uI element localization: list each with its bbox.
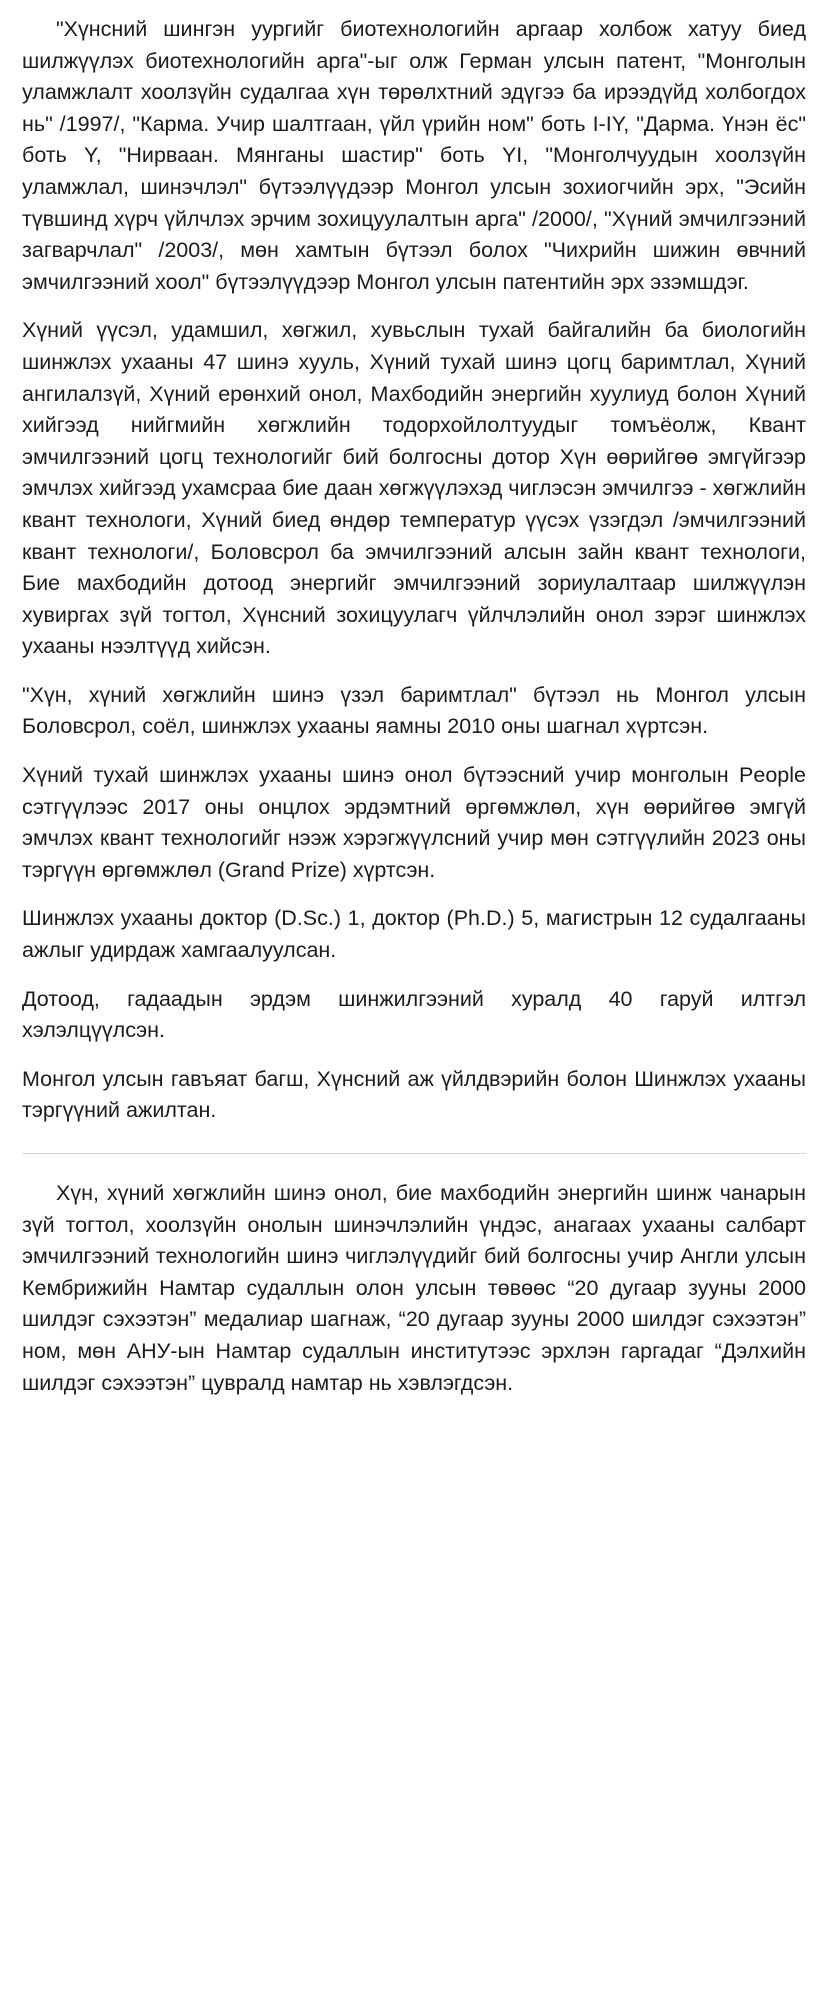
- paragraph: Хүний үүсэл, удамшил, хөгжил, хувьслын тухай байгалийн ба биологийн шинжлэх ухааны 47 шинэ хууль, Хүний тухай шинэ цогц баримтлал, Хүний ангилалзүй, Хүний ерөнхий онол, Махбодийн энергийн хуулиуд болон Хүний хийгээд нийгмийн хөгжлийн тодорхойлолтуудыг томъёолж, Квант эмчилгээний цогц технологийг бий болгосны дотор Хүн өөрийгөө эмгүйгээр эмчлэх хийгээд ухамсраа бие даан хөгжүүлэхэд чиглэсэн эмчилгээ - хөгжлийн квант технологи, Хүний биед өндөр температур үүсэх үзэгдэл /эмчилгээний квант технологи/, Боловсрол ба эмчилгээний алсын зайн квант технологи, Бие махбодийн дотоод энергийг эмчилгээний зориулалтаар шилжүүлэн хувиргах зүй тогтол, Хүнсний зохицуулагч үйлчлэлийн онол зэрэг шинжлэх ухааны нээлтүүд хийсэн.: [22, 318, 806, 659]
- paragraph: Хүний тухай шинжлэх ухааны шинэ онол бүтээсний учир монголын People сэтгүүлээс 2017 оны онцлох эрдэмтний өргөмжлөл, хүн өөрийгөө эмгүй эмчлэх квант технологийг нээж хэрэгжүүлсний учир мөн сэтгүүлийн 2023 оны тэргүүн өргөмжлөл (Grand Prize) хүртсэн.: [22, 763, 806, 882]
- section-divider: [22, 1153, 806, 1154]
- paragraph: "Хүн, хүний хөгжлийн шинэ үзэл баримтлал" бүтээл нь Монгол улсын Боловсрол, соёл, шинжлэх ухааны яамны 2010 оны шагнал хүртсэн.: [22, 682, 806, 739]
- paragraph: Дотоод, гадаадын эрдэм шинжилгээний хуралд 40 гаруй илтгэл хэлэлцүүлсэн.: [22, 986, 806, 1043]
- paragraph: Монгол улсын гавъяат багш, Хүнсний аж үйлдвэрийн болон Шинжлэх ухааны тэргүүний ажилтан.: [22, 1066, 806, 1123]
- paragraph: Хүн, хүний хөгжлийн шинэ онол, бие махбодийн энергийн шинж чанарын зүй тогтол, хоолзүйн онолын шинэчлэлийн үндэс, анагаах ухааны салбарт эмчилгээний технологийн шинэ чиглэлүүдийг бий болгосны учир Англи улсын Кембрижийн Намтар судаллын олон улсын төвөөс “20 дугаар зууны 2000 шилдэг сэхээтэн” медалиар шагнаж, “20 дугаар зууны 2000 шилдэг сэхээтэн” ном, мөн АНУ-ын Намтар судаллын институтээс эрхлэн гаргадаг “Дэлхийн шилдэг сэхээтэн” цувралд намтар нь хэвлэгдсэн.: [22, 1181, 806, 1395]
- biography-section-one: [22, 14, 806, 1127]
- biography-section-two: [22, 1178, 806, 1399]
- paragraph: "Хүнсний шингэн уургийг биотехнологийн аргаар холбож хатуу биед шилжүүлэх биотехнологийн арга"-ыг олж Герман улсын патент, "Монголын уламжлалт хоолзүйн судалгаа хүн төрөлхтний эдүгээ ба ирээдүйд холбогдох нь" /1997/, "Карма. Учир шалтгаан, үйл үрийн ном" боть I-IY, "Дарма. Үнэн ёс" боть Y, "Нирваан. Мянганы шастир" боть YI, "Монголчуудын хоолзүйн уламжлал, шинэчлэл" бүтээлүүдээр Монгол улсын зохиогчийн эрх, "Эсийн түвшинд хүрч үйлчлэх эрчим зохицуулалтын арга" /2000/, "Хүний эмчилгээний загварчлал" /2003/, мөн хамтын бүтээл болох "Чихрийн шижин өвчний эмчилгээний хоол" бүтээлүүдээр Монгол улсын патентийн эрх эзэмшдэг.: [22, 17, 806, 294]
- paragraph: Шинжлэх ухааны доктор (D.Sc.) 1, доктор (Ph.D.) 5, магистрын 12 судалгааны ажлыг удирдаж хамгаалуулсан.: [22, 906, 806, 963]
